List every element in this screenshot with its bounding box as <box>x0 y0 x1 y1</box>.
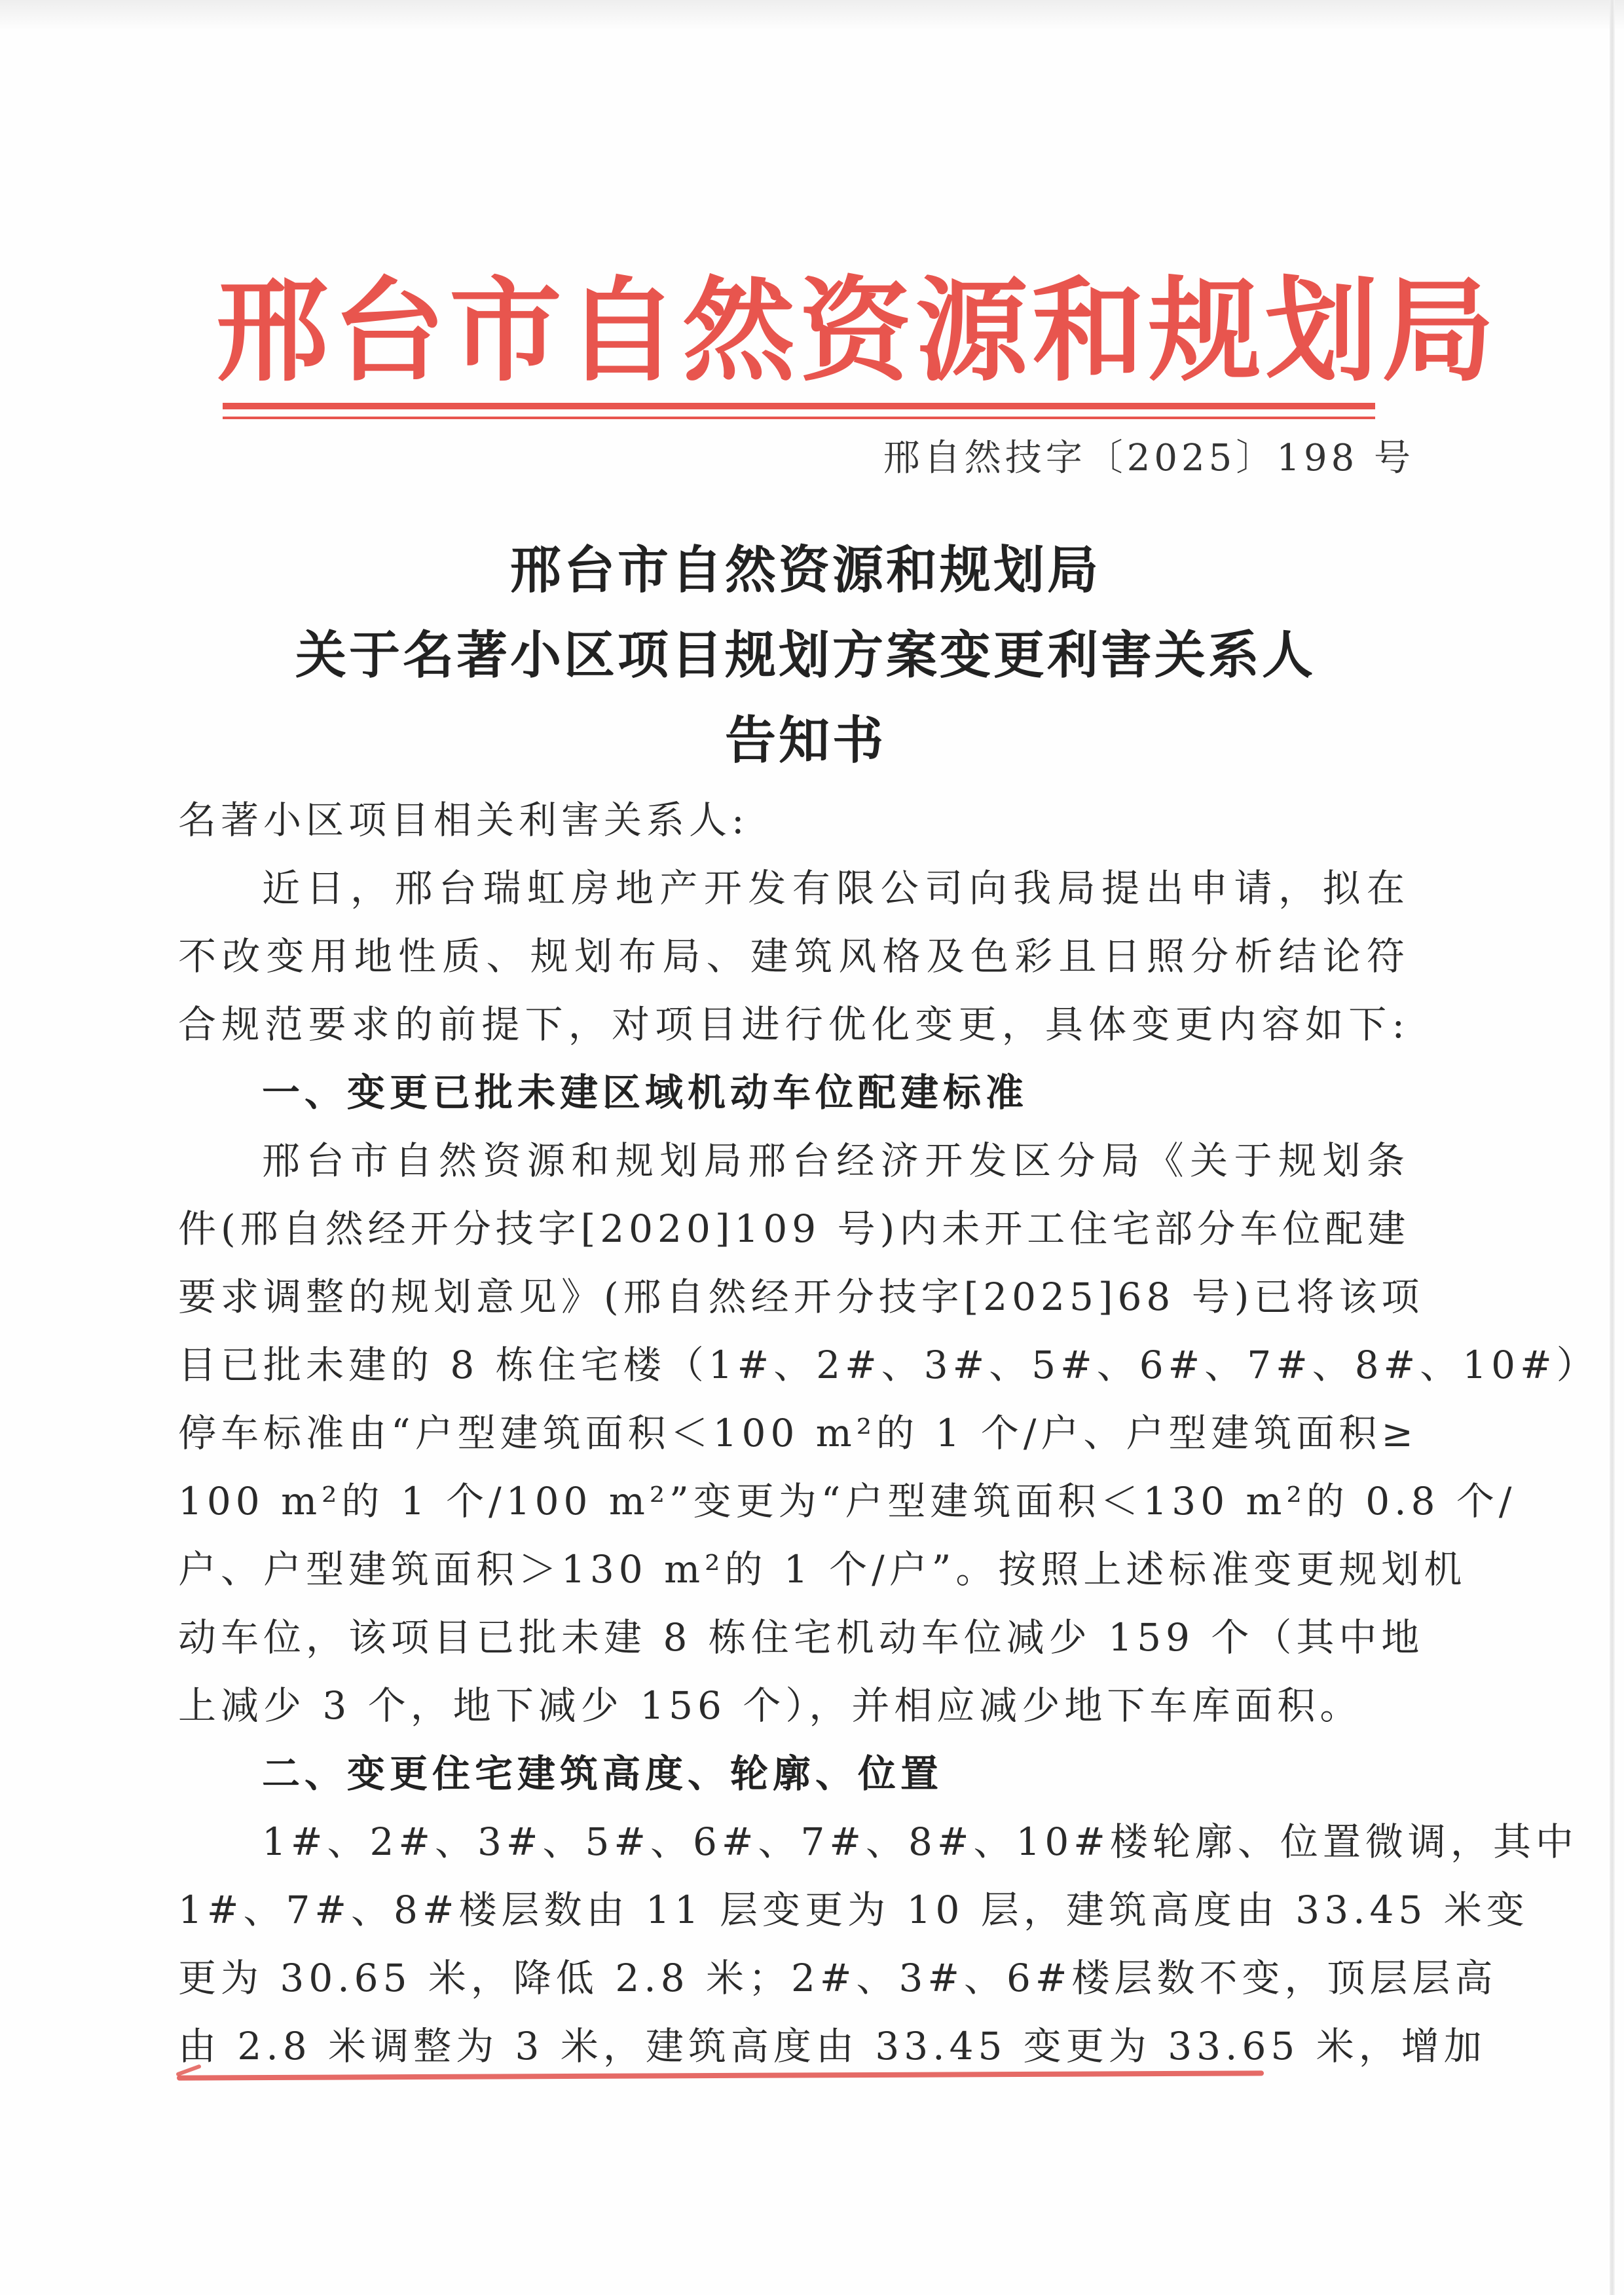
section-2-heading: 二、变更住宅建筑高度、轮廓、位置 <box>262 1751 944 1796</box>
scan-edge <box>1610 0 1615 2295</box>
section-1-line: 件(邢自然经开分技字[2020]109 号)内未开工住宅部分车位配建 <box>178 1206 1411 1251</box>
section-1-line: 邢台市自然资源和规划局邢台经济开发区分局《关于规划条 <box>262 1138 1409 1183</box>
section-2-line: 1#、7#、8#楼层数由 11 层变更为 10 层，建筑高度由 33.45 米变 <box>178 1888 1529 1932</box>
section-1-line: 上减少 3 个，地下减少 156 个），并相应减少地下车库面积。 <box>178 1683 1363 1728</box>
section-1-line: 要求调整的规划意见》(邢自然经开分技字[2025]68 号)已将该项 <box>178 1275 1424 1319</box>
intro-line: 合规范要求的前提下，对项目进行优化变更，具体变更内容如下: <box>178 1002 1409 1047</box>
title-line-3: 告知书 <box>724 711 886 770</box>
intro-line: 不改变用地性质、规划布局、建筑风格及色彩且日照分析结论符 <box>178 934 1409 979</box>
intro-line: 近日，邢台瑞虹房地产开发有限公司向我局提出申请，拟在 <box>262 866 1409 910</box>
section-2-line: 由 2.8 米调整为 3 米，建筑高度由 33.45 变更为 33.65 米，增加 <box>178 2024 1486 2068</box>
section-1-heading: 一、变更已批未建区域机动车位配建标准 <box>262 1070 1029 1115</box>
section-1-line: 100 m²的 1 个/100 m²”变更为“户型建筑面积＜130 m²的 0.8 个/ <box>178 1479 1517 1523</box>
section-1-line: 户、户型建筑面积＞130 m²的 1 个/户”。按照上述标准变更规划机 <box>178 1547 1467 1592</box>
salutation: 名著小区项目相关利害关系人: <box>178 798 749 842</box>
letterhead-agency-name: 邢台市自然资源和规划局 <box>216 264 1498 397</box>
section-1-line: 动车位，该项目已批未建 8 栋住宅机动车位减少 159 个（其中地 <box>178 1615 1424 1660</box>
letterhead-red-rule-thin <box>223 417 1375 419</box>
section-1-line: 停车标准由“户型建筑面积＜100 m²的 1 个/户、户型建筑面积≥ <box>178 1411 1418 1455</box>
title-line-2: 关于名著小区项目规划方案变更利害关系人 <box>295 625 1316 685</box>
section-2-line: 1#、2#、3#、5#、6#、7#、8#、10#楼轮廓、位置微调，其中 <box>262 1819 1578 1864</box>
section-1-line: 目已批未建的 8 栋住宅楼（1#、2#、3#、5#、6#、7#、8#、10#） <box>178 1343 1599 1387</box>
document-number: 邢自然技字〔2025〕198 号 <box>883 437 1414 479</box>
section-2-line: 更为 30.65 米，降低 2.8 米；2#、3#、6#楼层数不变，顶层层高 <box>178 1956 1498 2000</box>
title-line-1: 邢台市自然资源和规划局 <box>509 540 1101 600</box>
letterhead-red-rule <box>223 403 1375 409</box>
scan-top-shade <box>0 0 1624 30</box>
